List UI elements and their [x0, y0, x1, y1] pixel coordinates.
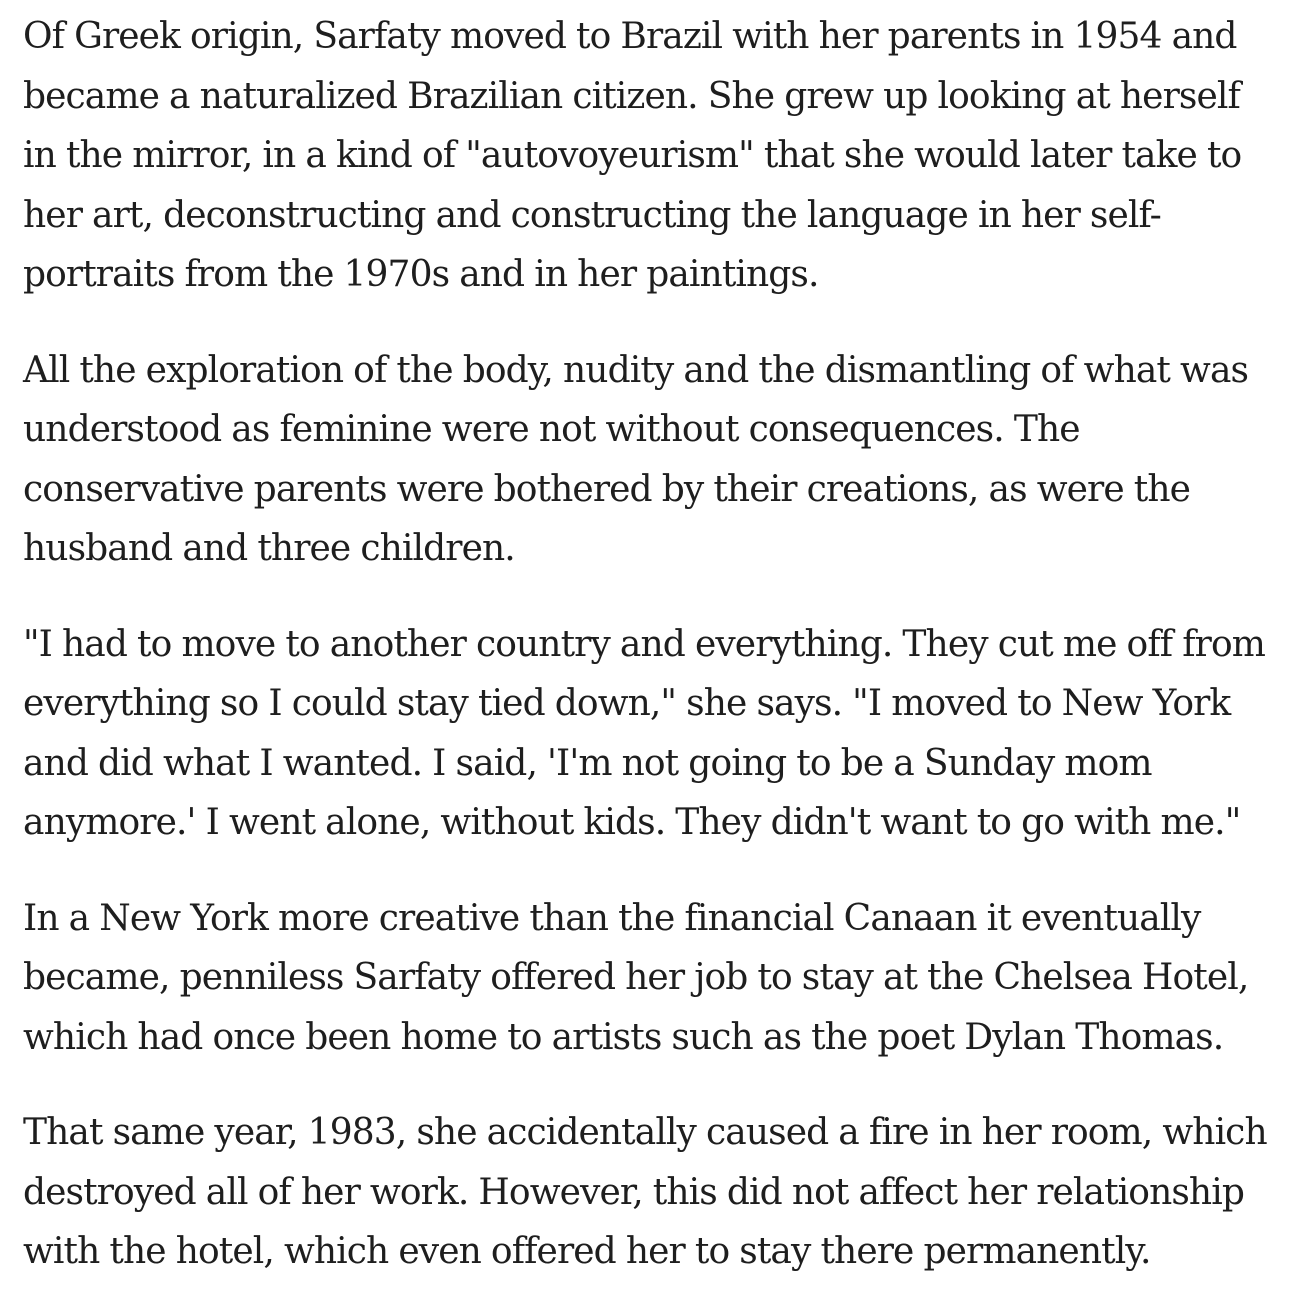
article-paragraph: Of Greek origin, Sarfaty moved to Brazil with her parents in 1954 and became a naturalized Brazilian citizen. She grew up looking at herself in the mirror, in a kind of "autovoyeurism" that she would later take to her art, deconstructing and constructing the language in her self-portraits from the 1970s and in her paintings.: [23, 16, 1242, 295]
article-paragraph: In a New York more creative than the financial Canaan it eventually became, penniless Sarfaty offered her job to stay at the Chelsea Hotel, which had once been home to artists such as the poet Dylan Thomas.: [23, 897, 1249, 1058]
article-paragraph: "I had to move to another country and everything. They cut me off from everything so I could stay tied down," she says. "I moved to New York and did what I wanted. I said, 'I'm not going to be a Sunday mom anymore.' I went alone, without kids. They didn't want to go with me.": [23, 623, 1265, 843]
article-paragraph: All the exploration of the body, nudity and the dismantling of what was understood as feminine were not without consequences. The conservative parents were bothered by their creations, as were the husband and three children.: [23, 349, 1249, 569]
article-body: [23, 7, 1281, 1282]
article-paragraph: That same year, 1983, she accidentally caused a fire in her room, which destroyed all of her work. However, this did not affect her relationship with the hotel, which even offered her to stay there permanently.: [23, 1112, 1267, 1272]
